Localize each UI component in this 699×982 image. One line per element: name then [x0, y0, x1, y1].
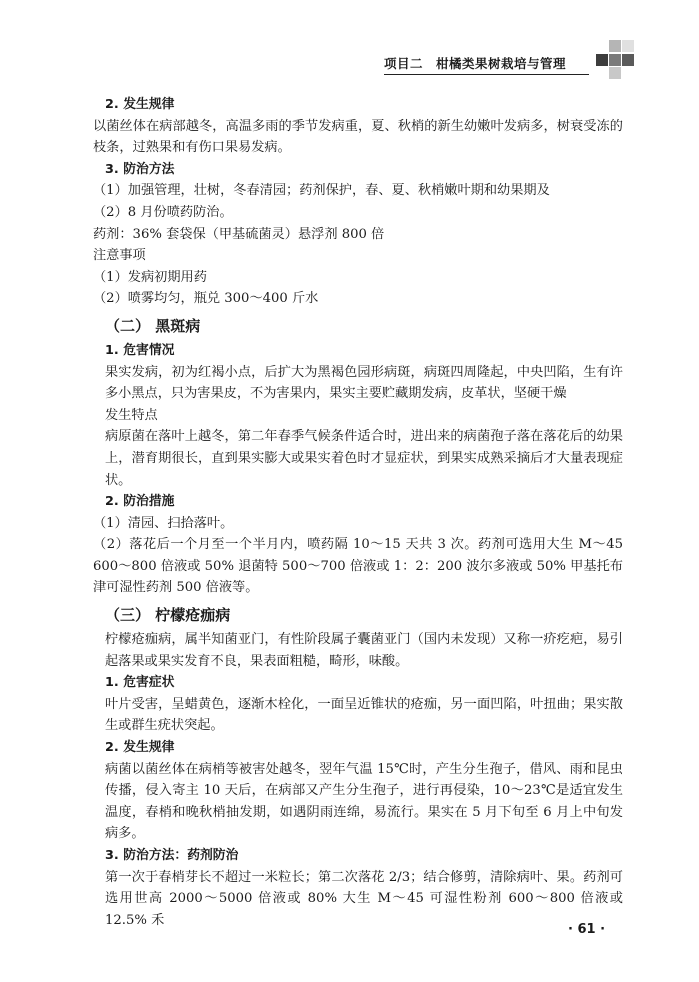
section-heading: （二） 黑斑病	[105, 316, 201, 335]
page-body	[93, 94, 623, 931]
body-paragraph: 以菌丝体在病部越冬，高温多雨的季节发病重，夏、秋梢的新生幼嫩叶发病多，树衰受冻的枝条，过熟果和有伤口果易发病。	[93, 118, 623, 156]
body-paragraph: （1）加强管理，壮树，冬春清园；药剂保护，春、夏、秋梢嫩叶期和幼果期及	[93, 183, 550, 199]
header-rule	[384, 74, 589, 75]
corner-decoration-icon	[596, 40, 636, 80]
body-paragraph: 果实发病，初为红褐小点，后扩大为黑褐色园形病斑，病斑四周隆起，中央凹陷，生有许多小黑点，只为害果皮，不为害果内，果实主要贮藏期发病，皮革状，坚硬干燥	[105, 364, 623, 402]
section-subheading: 3. 防治方法：药剂防治	[105, 848, 239, 863]
section-subheading: 1. 危害症状	[105, 675, 175, 691]
body-paragraph: （1）清园、扫拾落叶。	[93, 515, 234, 531]
section-subheading: 1. 危害情况	[105, 342, 175, 358]
running-header	[0, 38, 699, 84]
section-subheading: 2. 防治措施	[105, 494, 175, 510]
body-paragraph: （2）落花后一个月至一个半月内，喷药隔 10～15 天共 3 次。药剂可选用大生 M～45 600～800 倍液或 50% 退菌特 500～700 倍液或 1：2：200 波尔多液或 50% 甲基托布津可湿性药剂 500 倍液等。	[93, 537, 623, 596]
body-paragraph: 柠檬疮痂病，属半知菌亚门，有性阶段属子囊菌亚门（国内未发现）又称一疥疙疤，易引起落果或果实发育不良，果表面粗糙，畸形，味酸。	[105, 632, 623, 669]
section-subheading: 3. 防治方法	[105, 161, 175, 177]
body-paragraph: 注意事项	[93, 248, 146, 264]
section-subheading: 2. 发生规律	[105, 97, 175, 112]
section-subheading: 2. 发生规律	[105, 740, 175, 756]
body-paragraph: 病原菌在落叶上越冬，第二年春季气候条件适合时，进出来的病菌孢子落在落花后的幼果上，潜育期很长，直到果实膨大或果实着色时才显症状，到果实成熟采摘后才大量表现症状。	[105, 429, 623, 488]
body-paragraph: （1）发病初期用药	[93, 269, 207, 285]
page-number: · 61 ·	[568, 922, 606, 937]
body-paragraph: 药剂：36% 套袋保（甲基硫菌灵）悬浮剂 800 倍	[93, 226, 385, 242]
body-paragraph: 叶片受害，呈蜡黄色，逐渐木栓化，一面呈近锥状的疮痂，另一面凹陷，叶扭曲；果实散生或群生疣状突起。	[105, 696, 623, 734]
section-heading: （三） 柠檬疮痂病	[105, 606, 231, 625]
body-paragraph: 病菌以菌丝体在病梢等被害处越冬，翌年气温 15℃时，产生分生孢子，借风、雨和昆虫传播，侵入寄主 10 天后，在病部又产生分生孢子，进行再侵染，10～23℃是适宜发生温度，春梢和晚秋梢抽发期，如遇阴雨连绵，易流行。果实在 5 月下旬至 6 月上中旬发病多。	[105, 761, 623, 842]
running-header-title: 项目二 柑橘类果树栽培与管理	[384, 56, 567, 71]
body-paragraph: （2）喷雾均匀，瓶兑 300～400 斤水	[93, 291, 319, 307]
body-paragraph: 发生特点	[105, 407, 158, 423]
body-paragraph: （2）8 月份喷药防治。	[93, 204, 233, 220]
body-paragraph: 第一次于春梢芽长不超过一米粒长；第二次落花 2/3；结合修剪，清除病叶、果。药剂可选用世高 2000～5000 倍液或 80% 大生 M～45 可湿性粉剂 600～800 倍液或 12.5% 禾	[105, 869, 623, 928]
